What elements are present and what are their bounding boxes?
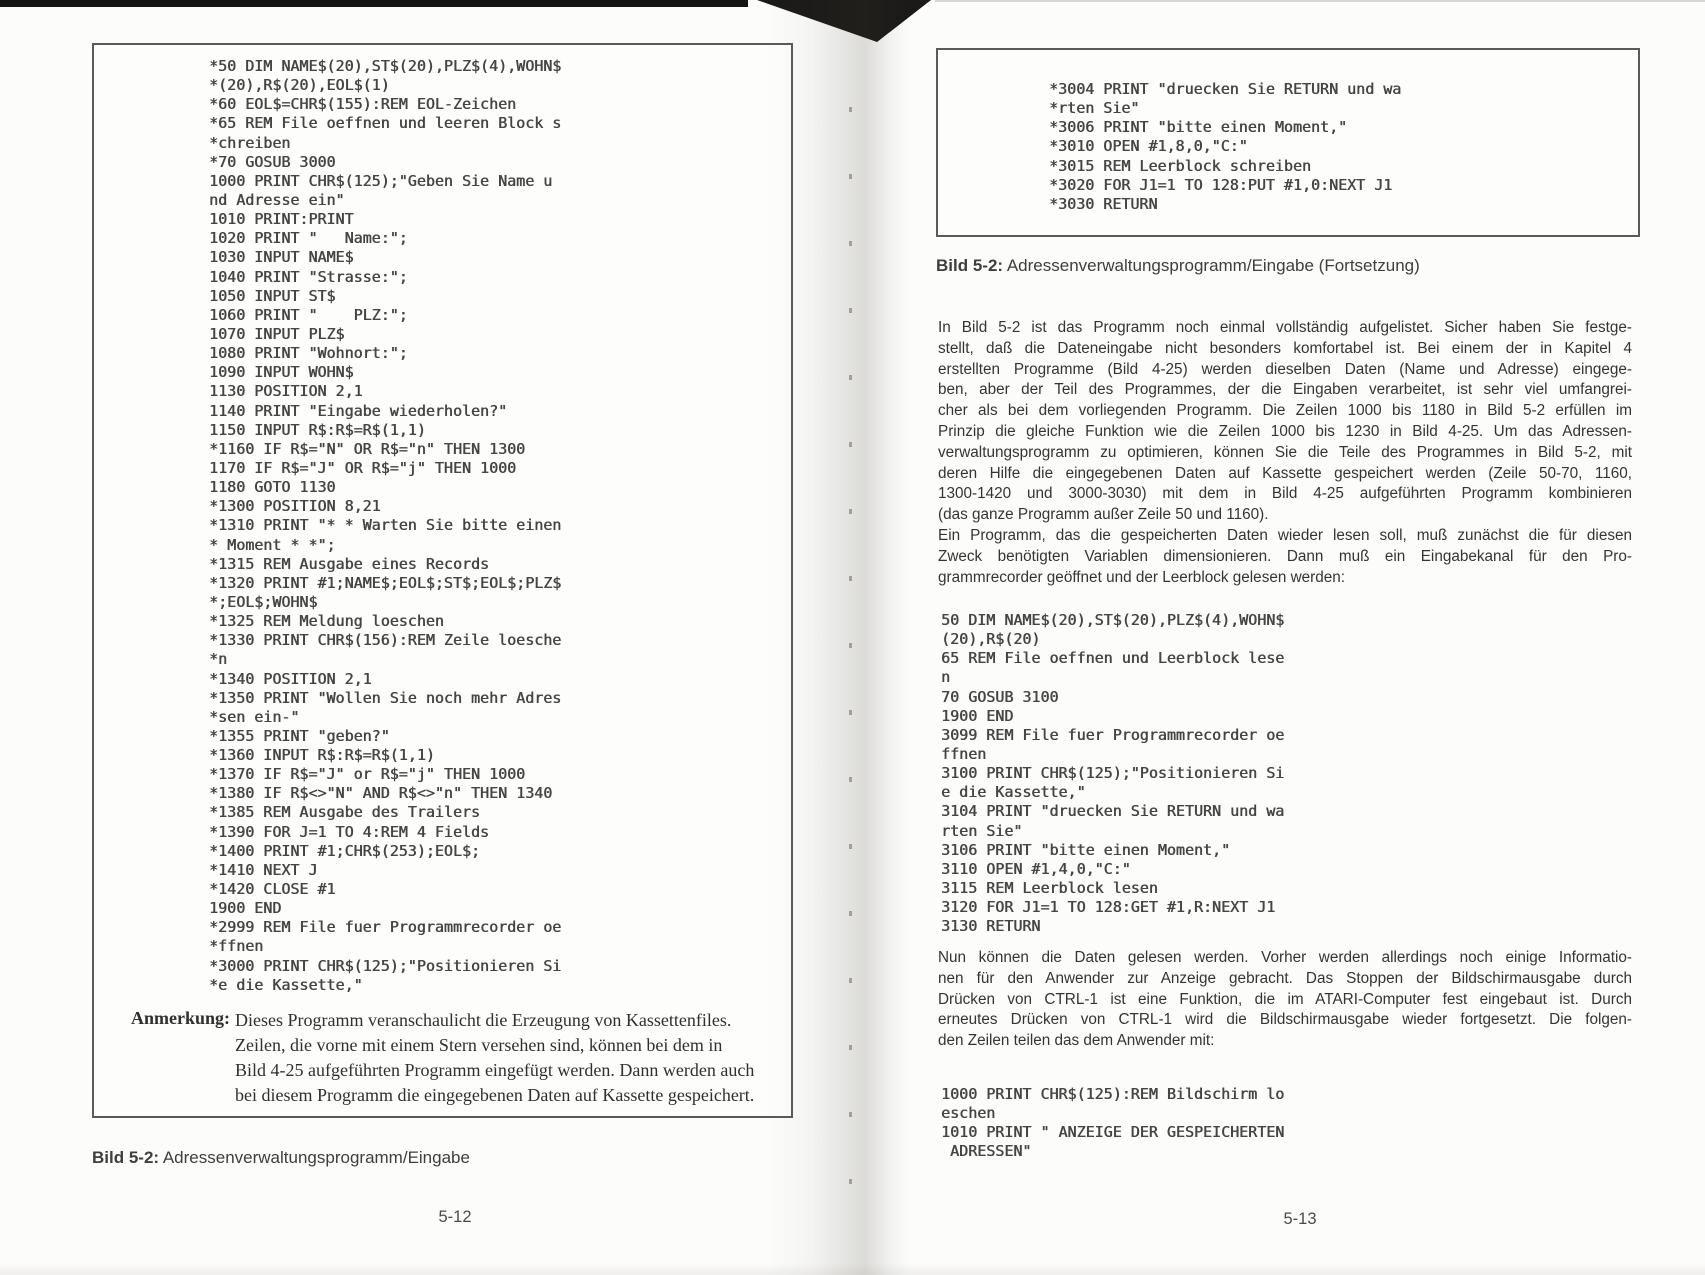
text-line: 1000 PRINT CHR$(125):REM Bildschirm lo (941, 1085, 1285, 1103)
caption-text: Adressenverwaltungsprogramm/Eingabe (Fortsetzung) (1003, 256, 1420, 275)
text-line: *;EOL$;WOHN$ (209, 592, 318, 611)
text-line: 3104 PRINT "druecken Sie RETURN und wa (941, 802, 1285, 821)
caption-label: Bild 5-2: (92, 1148, 160, 1167)
text-line: rten Sie" (941, 821, 1023, 840)
figure-caption-left (92, 1148, 470, 1168)
text-line: *1370 IF R$="J" or R$="j" THEN 1000 (209, 765, 526, 784)
code-listing-left (209, 57, 561, 995)
text-line: *1350 PRINT "Wollen Sie noch mehr Adres (209, 688, 562, 707)
text-line: n (941, 668, 951, 687)
text-line: *1420 CLOSE #1 (209, 880, 336, 899)
text-line: 1140 PRINT "Eingabe wiederholen?" (209, 401, 508, 420)
text-line: 1090 INPUT WOHN$ (209, 363, 354, 382)
text-line: 1050 INPUT ST$ (209, 286, 336, 305)
body-paragraph-2 (938, 948, 1632, 1052)
text-line: *e die Kassette," (209, 975, 363, 994)
text-line: deren Hilfe die eingegebenen Daten auf Kassette gespeichert werden (Zeile 50-70, 1160, (938, 464, 1632, 482)
text-line: 1300-1420 und 3000-3030) mit dem in Bild 4-25 aufgeführten Programm kombinieren (938, 485, 1632, 503)
text-line: 1060 PRINT " PLZ:"; (209, 305, 408, 324)
text-line: 3115 REM Leerblock lesen (941, 878, 1158, 897)
text-line: *3015 REM Leerblock schreiben (1049, 156, 1311, 175)
text-line: 50 DIM NAME$(20),ST$(20),PLZ$(4),WOHN$ (941, 611, 1285, 629)
text-line: *3020 FOR J1=1 TO 128:PUT #1,0:NEXT J1 (1049, 175, 1393, 194)
text-line: *65 REM File oeffnen und leeren Block s (209, 114, 562, 133)
book-cover-edge (0, 0, 748, 7)
text-line: (das ganze Programm außer Zeile 50 und 1160). (938, 506, 1269, 524)
text-line: *1360 INPUT R$:R$=R$(1,1) (209, 746, 435, 765)
text-line: *1160 IF R$="N" OR R$="n" THEN 1300 (209, 439, 526, 458)
text-line: *sen ein-" (209, 707, 300, 726)
text-line: 1020 PRINT " Name:"; (209, 229, 408, 248)
text-line: *1300 POSITION 8,21 (209, 497, 381, 516)
text-line: (20),R$(20) (941, 630, 1041, 649)
text-line: 1010 PRINT:PRINT (209, 210, 354, 229)
page-number-right: 5-13 (1283, 1210, 1317, 1228)
note-text (235, 1008, 795, 1108)
caption-label: Bild 5-2: (936, 256, 1004, 275)
text-line: *3004 PRINT "druecken Sie RETURN und wa (1049, 80, 1402, 98)
text-line: *3006 PRINT "bitte einen Moment," (1049, 118, 1348, 137)
text-line: 1010 PRINT " ANZEIGE DER GESPEICHERTEN (941, 1123, 1285, 1142)
text-line: 1000 PRINT CHR$(125);"Geben Sie Name u (209, 171, 553, 190)
text-line: 65 REM File oeffnen und Leerblock lese (941, 649, 1285, 668)
text-line: Ein Programm, das die gespeicherten Daten wieder lesen soll, muß zunächst die für diesen (938, 526, 1632, 544)
text-line: den Zeilen teilen das dem Anwender mit: (938, 1032, 1215, 1050)
text-line: grammrecorder geöffnet und der Leerblock gelesen werden: (938, 568, 1346, 586)
text-line: *2999 REM File fuer Programmrecorder oe (209, 918, 562, 937)
page-number-left: 5-12 (438, 1208, 472, 1226)
text-line: *3030 RETURN (1049, 194, 1158, 213)
body-paragraph-1 (938, 318, 1632, 588)
code-listing-right-box (1049, 80, 1401, 214)
text-line: 1900 END (209, 899, 282, 918)
text-line: *1385 REM Ausgabe des Trailers (209, 803, 480, 822)
text-line: Dieses Programm veranschaulicht die Erzeugung von Kassettenfiles. (235, 1010, 732, 1030)
text-line: *1390 FOR J=1 TO 4:REM 4 Fields (209, 822, 489, 841)
text-line: Zeilen, die vorne mit einem Stern versehen sind, können bei dem in (235, 1035, 723, 1055)
text-line: nd Adresse ein" (209, 190, 345, 209)
text-line: *1330 PRINT CHR$(156):REM Zeile loesche (209, 631, 562, 650)
text-line: 3099 REM File fuer Programmrecorder oe (941, 725, 1285, 744)
text-line: e die Kassette," (941, 783, 1086, 802)
text-line: *(20),R$(20),EOL$(1) (209, 76, 390, 95)
text-line: *1380 IF R$<>"N" AND R$<>"n" THEN 1340 (209, 784, 553, 803)
text-line: nen für den Anwender zur Anzeige gebracht. Das Stoppen der Bildschirmausgabe durch (938, 969, 1632, 987)
text-line: ADRESSEN" (941, 1142, 1032, 1161)
text-line: 1130 POSITION 2,1 (209, 382, 363, 401)
text-line: *1325 REM Meldung loeschen (209, 612, 444, 631)
text-line: 1150 INPUT R$:R$=R$(1,1) (209, 420, 426, 439)
text-line: *1355 PRINT "geben?" (209, 726, 390, 745)
text-line: *3000 PRINT CHR$(125);"Positionieren Si (209, 956, 562, 975)
note-label: Anmerkung: (131, 1008, 231, 1028)
text-line: stellt, daß die Dateneingabe nicht besonders komfortabel ist. Bei einem der in Kapitel 4 (938, 339, 1632, 357)
text-line: * Moment * *"; (209, 535, 336, 554)
text-line: *1310 PRINT "* * Warten Sie bitte einen (209, 516, 562, 535)
text-line: 1900 END (941, 706, 1014, 725)
text-line: *50 DIM NAME$(20),ST$(20),PLZ$(4),WOHN$ (209, 57, 562, 75)
text-line: Bild 4-25 aufgeführten Programm eingefügt werden. Dann werden auch (235, 1060, 755, 1080)
figure-caption-right (936, 256, 1420, 276)
text-line: In Bild 5-2 ist das Programm noch einmal vollständig aufgelistet. Sicher haben Sie festge- (938, 319, 1632, 336)
text-line: cher als bei dem vorliegenden Programm. Die Zeilen 1000 bis 1180 in Bild 5-2 erfüllen im (938, 402, 1632, 420)
text-line: *1410 NEXT J (209, 860, 318, 879)
text-line: *ffnen (209, 937, 264, 956)
text-line: *3010 OPEN #1,8,0,"C:" (1049, 137, 1248, 156)
text-line: *60 EOL$=CHR$(155):REM EOL-Zeichen (209, 95, 517, 114)
text-line: 1170 IF R$="J" OR R$="j" THEN 1000 (209, 458, 517, 477)
text-line: verwaltungsprogramm zu optimieren, können Sie die Teile des Programmes in Bild 5-2, mit (938, 443, 1632, 461)
text-line: 3100 PRINT CHR$(125);"Positionieren Si (941, 764, 1285, 783)
text-line: 1180 GOTO 1130 (209, 478, 336, 497)
text-line: 1080 PRINT "Wohnort:"; (209, 344, 408, 363)
text-line: 3130 RETURN (941, 917, 1041, 936)
text-line: Zweck benötigten Variablen dimensionieren. Dann muß ein Eingabekanal für den Pro- (938, 547, 1632, 565)
text-line: *70 GOSUB 3000 (209, 152, 336, 171)
text-line: eschen (941, 1104, 996, 1123)
text-line: ffnen (941, 744, 987, 763)
binding-stitches (849, 45, 852, 1230)
text-line: *rten Sie" (1049, 99, 1140, 118)
page-top-edge (935, 0, 1705, 2)
text-line: 3110 OPEN #1,4,0,"C:" (941, 859, 1131, 878)
page-bottom-edge (0, 1263, 1705, 1275)
text-line: Nun können die Daten gelesen werden. Vorher werden allerdings noch einige Informatio- (938, 949, 1632, 966)
text-line: 70 GOSUB 3100 (941, 687, 1059, 706)
text-line: 1030 INPUT NAME$ (209, 248, 354, 267)
text-line: *chreiben (209, 133, 291, 152)
text-line: 3106 PRINT "bitte einen Moment," (941, 840, 1230, 859)
text-line: Drücken von CTRL-1 ist eine Funktion, die im ATARI-Computer fest eingebaut ist. Durch (938, 990, 1632, 1008)
text-line: *1400 PRINT #1;CHR$(253);EOL$; (209, 841, 480, 860)
text-line: 3120 FOR J1=1 TO 128:GET #1,R:NEXT J1 (941, 898, 1276, 917)
text-line: *1320 PRINT #1;NAME$;EOL$;ST$;EOL$;PLZ$ (209, 573, 562, 592)
text-line: Prinzip die gleiche Funktion wie die Zeilen 1000 bis 1230 in Bild 4-25. Um das Adressen- (938, 422, 1632, 440)
text-line: 1040 PRINT "Strasse:"; (209, 267, 408, 286)
text-line: erstellten Programme (Bild 4-25) werden dieselben Daten (Name und Adresse) eingege- (938, 360, 1632, 378)
text-line: 1070 INPUT PLZ$ (209, 324, 345, 343)
code-listing-inline-2 (941, 1085, 1284, 1162)
text-line: ben, aber der Teil des Programmes, der die Eingaben verarbeitet, ist sehr viel umfangrei- (938, 381, 1632, 399)
text-line: erneutes Drücken von CTRL-1 wird die Bildschirmausgabe wieder fortgesetzt. Die folgen- (938, 1011, 1632, 1029)
caption-text: Adressenverwaltungsprogramm/Eingabe (159, 1148, 470, 1167)
text-line: bei diesem Programm die eingegebenen Daten auf Kassette gespeichert. (235, 1085, 755, 1105)
text-line: *1315 REM Ausgabe eines Records (209, 554, 489, 573)
code-listing-inline-1 (941, 611, 1284, 936)
text-line: *n (209, 650, 228, 669)
text-line: *1340 POSITION 2,1 (209, 669, 372, 688)
